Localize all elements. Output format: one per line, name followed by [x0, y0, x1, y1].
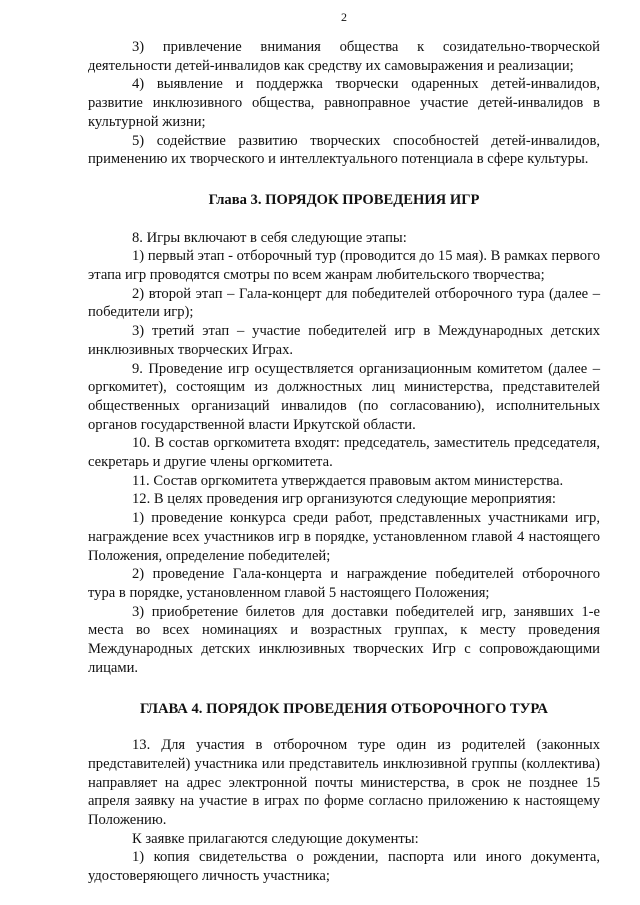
paragraph-a3: 5) содействие развитию творческих способностей детей-инвалидов, применению их творческого и интеллектуального потенциала в сфере культуры. — [88, 132, 600, 168]
paragraph-b1: 8. Игры включают в себя следующие этапы: — [132, 229, 407, 246]
paragraph-b4: 3) третий этап – участие победителей игр в Международных детских инклюзивных творческих Играх. — [88, 323, 600, 358]
paragraph-b7: 11. Состав оргкомитета утверждается правовым актом министерства. — [132, 472, 564, 489]
paragraph-b8: 12. В целях проведения игр организуются следующие мероприятия: — [132, 491, 556, 508]
paragraph-a1: 3) привлечение внимания общества к созидательно-творческой деятельности детей-инвалидов как средству их самовыражения и реализации; — [88, 39, 600, 74]
paragraph-b11: 3) приобретение билетов для доставки победителей игр, занявших 1-е места во всех номинациях и возрастных группах, к месту проведения Международных детских инклюзивных творческих Игр с сопровождающими лицами. — [88, 603, 600, 676]
chapter-3-heading: Глава 3. ПОРЯДОК ПРОВЕДЕНИЯ ИГР — [208, 191, 480, 208]
paragraph-b9: 1) проведение конкурса среди работ, представленных участниками игр, награждение всех участников игр в порядке, установленном главой 4 настоящего Положения, определение победителей; — [88, 510, 600, 564]
paragraph-b3: 2) второй этап – Гала-концерт для победителей отборочного тура (далее – победители игр); — [88, 285, 600, 321]
paragraph-b5: 9. Проведение игр осуществляется организационным комитетом (далее – оргкомитет), состоящим из должностных лиц министерства, представителей общественных организаций инвалидов (по согласованию), исполнительных органов государственной власти Иркутской области. — [88, 360, 600, 433]
paragraph-c3: 1) копия свидетельства о рождении, паспорта или иного документа, удостоверяющего личность участника; — [88, 849, 600, 885]
paragraph-a2: 4) выявление и поддержка творчески одаренных детей-инвалидов, развитие инклюзивного общества, равноправное участие детей-инвалидов в культурной жизни; — [88, 76, 600, 130]
chapter-4-heading: ГЛАВА 4. ПОРЯДОК ПРОВЕДЕНИЯ ОТБОРОЧНОГО ТУРА — [140, 700, 548, 717]
paragraph-b6: 10. В состав оргкомитета входят: председатель, заместитель председателя, секретарь и другие члены оргкомитета. — [88, 435, 600, 471]
paragraph-c1: 13. Для участия в отборочном туре один из родителей (законных представителей) участника или представитель инклюзивной группы (коллектива) направляет на адрес электронной почты министерства, в срок не позднее 15 апреля заявку на участие в играх по форме согласно приложению к настоящему Положению. — [88, 737, 600, 829]
paragraph-b10: 2) проведение Гала-концерта и награждение победителей отборочного тура в порядке, установленном главой 5 настоящего Положения; — [88, 566, 600, 601]
paragraph-c2: К заявке прилагаются следующие документы: — [132, 830, 419, 847]
page-number: 2 — [341, 10, 347, 24]
paragraph-b2: 1) первый этап - отборочный тур (проводится до 15 мая). В рамках первого этапа игр проводятся смотры по всем жанрам любительского творчества; — [88, 248, 600, 284]
